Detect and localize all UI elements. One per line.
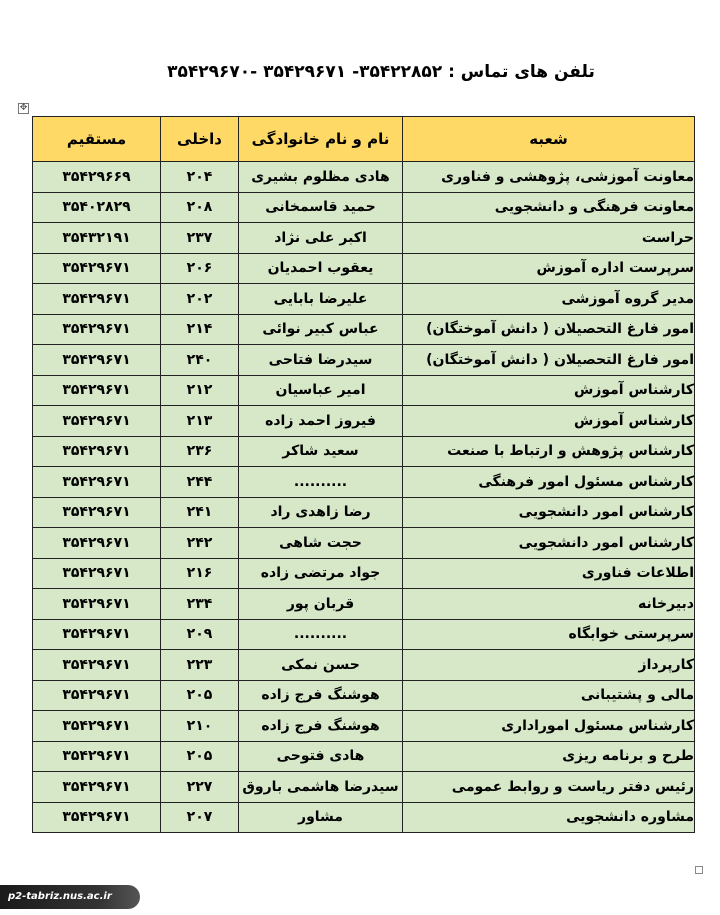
- cell-unit: کارشناس امور دانشجویی: [403, 497, 695, 528]
- cell-unit: کارشناس مسئول امور فرهنگی: [403, 467, 695, 498]
- cell-direct: ۳۵۴۲۹۶۷۱: [33, 711, 161, 742]
- cell-unit: سرپرستی خوابگاه: [403, 619, 695, 650]
- cell-ext: ۲۳۷: [161, 223, 239, 254]
- cell-ext: ۲۰۲: [161, 284, 239, 315]
- table-row: [33, 345, 695, 376]
- cell-ext: ۲۰۵: [161, 741, 239, 772]
- cell-unit: معاونت آموزشی، پژوهشی و فناوری: [403, 162, 695, 193]
- cell-name: مشاور: [239, 802, 403, 833]
- cell-ext: ۲۰۴: [161, 162, 239, 193]
- table-row: [33, 284, 695, 315]
- column-header-unit: شعبه: [403, 117, 695, 162]
- cell-name: هوشنگ فرج زاده: [239, 711, 403, 742]
- column-header-ext: داخلی: [161, 117, 239, 162]
- cell-name: هادی فتوحی: [239, 741, 403, 772]
- cell-name: هوشنگ فرج زاده: [239, 680, 403, 711]
- column-header-direct: مستقیم: [33, 117, 161, 162]
- cell-unit: امور فارغ التحصیلان ( دانش آموختگان): [403, 345, 695, 376]
- cell-direct: ۳۵۴۲۹۶۷۱: [33, 680, 161, 711]
- cell-direct: ۳۵۴۲۹۶۷۱: [33, 314, 161, 345]
- table-row: [33, 223, 695, 254]
- cell-direct: ۳۵۴۲۹۶۶۹: [33, 162, 161, 193]
- table-row: [33, 772, 695, 803]
- cell-direct: ۳۵۴۲۹۶۷۱: [33, 650, 161, 681]
- cell-unit: اطلاعات فناوری: [403, 558, 695, 589]
- cell-ext: ۲۴۱: [161, 497, 239, 528]
- cell-unit: کارشناس پژوهش و ارتباط با صنعت: [403, 436, 695, 467]
- contact-table: [32, 116, 695, 833]
- cell-direct: ۳۵۴۲۹۶۷۱: [33, 406, 161, 437]
- cell-name: امیر عباسیان: [239, 375, 403, 406]
- cell-name: اکبر علی نژاد: [239, 223, 403, 254]
- cell-direct: ۳۵۴۲۹۶۷۱: [33, 436, 161, 467]
- cell-unit: دبیرخانه: [403, 589, 695, 620]
- cell-unit: سرپرست اداره آموزش: [403, 253, 695, 284]
- cell-unit: حراست: [403, 223, 695, 254]
- cell-direct: ۳۵۴۰۲۸۲۹: [33, 192, 161, 223]
- cell-unit: طرح و برنامه ریزی: [403, 741, 695, 772]
- table-row: [33, 497, 695, 528]
- cell-name: سعید شاکر: [239, 436, 403, 467]
- cell-direct: ۳۵۴۲۹۶۷۱: [33, 345, 161, 376]
- cell-name: سیدرضا هاشمی باروق: [239, 772, 403, 803]
- cell-name: حسن نمکی: [239, 650, 403, 681]
- cell-direct: ۳۵۴۲۹۶۷۱: [33, 528, 161, 559]
- cell-name: سیدرضا فتاحی: [239, 345, 403, 376]
- table-row: [33, 192, 695, 223]
- table-row: [33, 314, 695, 345]
- page-title: تلفن های تماس : ۳۵۴۲۲۸۵۲- ۳۵۴۲۹۶۷۱ -۳۵۴۲۹۶۷۰: [167, 62, 595, 82]
- cell-direct: ۳۵۴۲۹۶۷۱: [33, 802, 161, 833]
- table-row: [33, 680, 695, 711]
- table-row: [33, 650, 695, 681]
- table-row: [33, 558, 695, 589]
- cell-unit: مشاوره دانشجویی: [403, 802, 695, 833]
- cell-direct: ۳۵۴۲۹۶۷۱: [33, 619, 161, 650]
- cell-ext: ۲۰۶: [161, 253, 239, 284]
- cell-direct: ۳۵۴۲۹۶۷۱: [33, 467, 161, 498]
- table-row: [33, 619, 695, 650]
- column-header-name: نام و نام خانوادگی: [239, 117, 403, 162]
- table-row: [33, 375, 695, 406]
- table-row: [33, 406, 695, 437]
- move-anchor-icon[interactable]: ✥: [19, 103, 28, 113]
- cell-name: علیرضا بابایی: [239, 284, 403, 315]
- cell-unit: کارشناس امور دانشجویی: [403, 528, 695, 559]
- cell-name: یعقوب احمدیان: [239, 253, 403, 284]
- cell-ext: ۲۴۴: [161, 467, 239, 498]
- table-row: [33, 741, 695, 772]
- cell-unit: مدیر گروه آموزشی: [403, 284, 695, 315]
- table-row: [33, 528, 695, 559]
- cell-name: عباس کبیر نوائی: [239, 314, 403, 345]
- table-row: [33, 253, 695, 284]
- cell-unit: رئیس دفتر ریاست و روابط عمومی: [403, 772, 695, 803]
- cell-ext: ۲۰۹: [161, 619, 239, 650]
- cell-name: قربان پور: [239, 589, 403, 620]
- site-logo: p2-tabriz.nus.ac.ir: [0, 885, 140, 909]
- table-header-row: [33, 117, 695, 162]
- table-row: [33, 436, 695, 467]
- cell-direct: ۳۵۴۲۹۶۷۱: [33, 741, 161, 772]
- cell-ext: ۲۴۲: [161, 528, 239, 559]
- cell-ext: ۲۳۴: [161, 589, 239, 620]
- table-row: [33, 589, 695, 620]
- resize-handle-icon[interactable]: [695, 866, 703, 874]
- cell-name: حجت شاهی: [239, 528, 403, 559]
- cell-ext: ۲۲۳: [161, 650, 239, 681]
- cell-name: ..........: [239, 619, 403, 650]
- cell-name: جواد مرتضی زاده: [239, 558, 403, 589]
- cell-unit: کارپرداز: [403, 650, 695, 681]
- table-row: [33, 162, 695, 193]
- cell-direct: ۳۵۴۲۹۶۷۱: [33, 497, 161, 528]
- cell-ext: ۲۱۴: [161, 314, 239, 345]
- cell-direct: ۳۵۴۲۹۶۷۱: [33, 772, 161, 803]
- cell-ext: ۲۱۰: [161, 711, 239, 742]
- cell-direct: ۳۵۴۳۲۱۹۱: [33, 223, 161, 254]
- cell-name: رضا زاهدی راد: [239, 497, 403, 528]
- cell-ext: ۲۰۸: [161, 192, 239, 223]
- cell-unit: کارشناس آموزش: [403, 406, 695, 437]
- cell-direct: ۳۵۴۲۹۶۷۱: [33, 375, 161, 406]
- cell-name: هادی مظلوم بشیری: [239, 162, 403, 193]
- cell-ext: ۲۳۶: [161, 436, 239, 467]
- table-row: [33, 802, 695, 833]
- cell-ext: ۲۱۳: [161, 406, 239, 437]
- cell-unit: مالی و پشتیبانی: [403, 680, 695, 711]
- cell-direct: ۳۵۴۲۹۶۷۱: [33, 284, 161, 315]
- table-row: [33, 467, 695, 498]
- table-row: [33, 711, 695, 742]
- cell-unit: کارشناس مسئول اموراداری: [403, 711, 695, 742]
- cell-ext: ۲۴۰: [161, 345, 239, 376]
- cell-name: ..........: [239, 467, 403, 498]
- cell-unit: کارشناس آموزش: [403, 375, 695, 406]
- cell-ext: ۲۲۷: [161, 772, 239, 803]
- cell-name: فیروز احمد زاده: [239, 406, 403, 437]
- cell-direct: ۳۵۴۲۹۶۷۱: [33, 589, 161, 620]
- cell-unit: معاونت فرهنگی و دانشجویی: [403, 192, 695, 223]
- cell-ext: ۲۰۷: [161, 802, 239, 833]
- cell-ext: ۲۰۵: [161, 680, 239, 711]
- cell-name: حمید قاسمخانی: [239, 192, 403, 223]
- cell-unit: امور فارغ التحصیلان ( دانش آموختگان): [403, 314, 695, 345]
- cell-direct: ۳۵۴۲۹۶۷۱: [33, 558, 161, 589]
- cell-direct: ۳۵۴۲۹۶۷۱: [33, 253, 161, 284]
- cell-ext: ۲۱۲: [161, 375, 239, 406]
- cell-ext: ۲۱۶: [161, 558, 239, 589]
